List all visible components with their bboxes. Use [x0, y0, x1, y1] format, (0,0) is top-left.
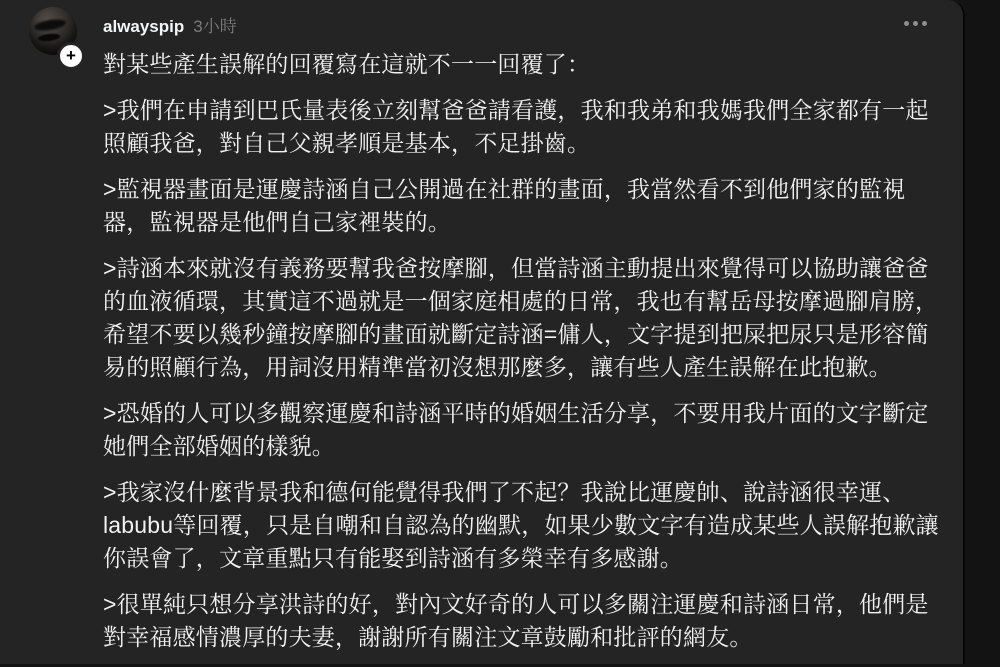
- username[interactable]: alwayspip: [103, 17, 185, 36]
- post-paragraph: >我們在申請到巴氏量表後立刻幫爸爸請看護，我和我弟和我媽我們全家都有一起照顧我爸，對自己父親孝順是基本，不足掛齒。: [103, 97, 929, 156]
- post-paragraph: >我家沒什麼背景我和德何能覺得我們了不起？我說比運慶帥、說詩涵很幸運、labubu等回覆，只是自嘲和自認為的幽默，如果少數文字有造成某些人誤解抱歉讓你誤會了，文章重點只有能娶到詩涵有多榮幸有多感謝。: [103, 479, 939, 571]
- post-paragraph: >恐婚的人可以多觀察運慶和詩涵平時的婚姻生活分享，不要用我片面的文字斷定她們全部婚姻的樣貌。: [103, 400, 929, 459]
- post-paragraph: >很單純只想分享洪詩的好，對內文好奇的人可以多關注運慶和詩涵日常，他們是對幸福感情濃厚的夫妻，謝謝所有關注文章鼓勵和批評的網友。: [103, 591, 929, 650]
- post-paragraph: >詩涵本來就沒有義務要幫我爸按摩腳，但當詩涵主動提出來覺得可以協助讓爸爸的血液循環，其實這不過就是一個家庭相處的日常，我也有幫岳母按摩過腳肩膀，希望不要以幾秒鐘按摩腳的畫面就斷定詩涵=傭人，文字提到把屎把尿只是形容簡易的照顧行為，用詞沒用精準當初沒想那麼多，讓有些人產生誤解在此抱歉。: [103, 255, 939, 380]
- post-text: [103, 48, 943, 654]
- post-paragraph: >監視器畫面是運慶詩涵自己公開過在社群的畫面，我當然看不到他們家的監視器，監視器是他們自己家裡裝的。: [103, 176, 906, 235]
- post-content: [103, 12, 943, 667]
- timestamp: 3小時: [193, 17, 237, 36]
- post-header: [103, 12, 943, 36]
- post-paragraph: 對某些產生誤解的回覆寫在這就不一一回覆了：: [103, 51, 591, 77]
- follow-plus-badge[interactable]: +: [57, 42, 85, 70]
